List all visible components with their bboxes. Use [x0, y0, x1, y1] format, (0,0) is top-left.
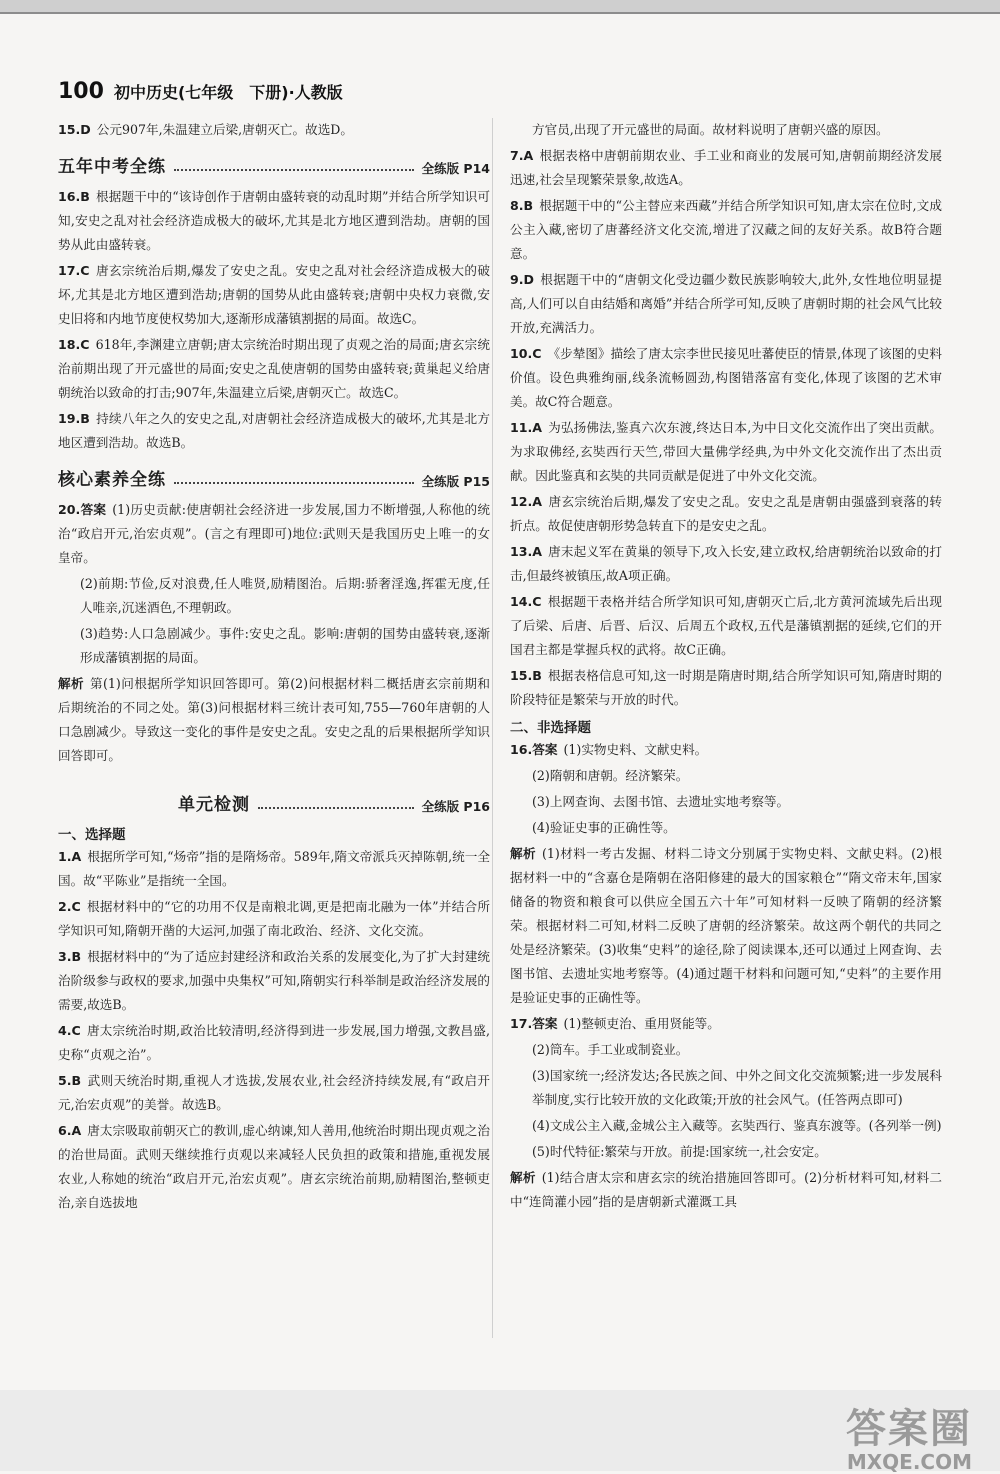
answer-item: 2.C 根据材料中的“它的功用不仅是南粮北调,更是把南北融为一体”并结合所学知识可知,隋朝开凿的大运河,加强了南北政治、经济、文化交流。 [58, 899, 490, 938]
answer-item: 7.A 根据表格中唐朝前期农业、手工业和商业的发展可知,唐朝前期经济发展迅速,社会呈现繁荣景象,故选A。 [510, 148, 942, 187]
answer-item: 5.B 武则天统治时期,重视人才选拔,发展农业,社会经济持续发展,有“政启开元,治宏贞观”的美誉。故选B。 [58, 1073, 490, 1112]
answer-item: 4.C 唐太宗统治时期,政治比较清明,经济得到进一步发展,国力增强,文教昌盛,史称“贞观之治”。 [58, 1023, 490, 1062]
right-column [510, 118, 942, 1216]
section-title: 核心素养全练 [58, 470, 166, 490]
column-divider [492, 118, 493, 1338]
section-header [58, 465, 490, 490]
analysis-text: 解析 (1)材料一考古发掘、材料二诗文分别属于实物史料、文献史料。(2)根据材料一中的“含嘉仓是隋朝在洛阳修建的最大的国家粮仓”“隋文帝末年,国家储备的物资和粮食可以供应全国五六十年”可知材料一反映了隋朝的经济繁荣。根据材料二可知,材料二反映了唐朝的经济繁荣。故这两个朝代的共同之处是经济繁荣。(3)收集“史料”的途径,除了阅读课本,还可以通过上网查询、去图书馆、去遗址实地考察等。(4)通过题干材料和问题可知,“史料”的主要作用是验证史事的正确性等。 [510, 846, 942, 1005]
dotted-leader [258, 807, 414, 809]
answer-item: 17.答案 (1)整顿吏治、重用贤能等。 [510, 1016, 720, 1031]
answer-part: (5)时代特征:繁荣与开放。前提:国家统一,社会安定。 [532, 1144, 827, 1159]
answer-item: 11.A 为弘扬佛法,鉴真六次东渡,终达日本,为中日文化交流作出了突出贡献。为求取佛经,玄奘西行天竺,带回大量佛学经典,为中外文化交流作出了杰出贡献。因此鉴真和玄奘的共同贡献是促进了中外文化交流。 [510, 420, 942, 483]
answer-item: 9.D 根据题干中的“唐朝文化受边疆少数民族影响较大,此外,女性地位明显提高,人们可以自由结婚和离婚”并结合所学可知,反映了唐朝时期的社会风气比较开放,充满活力。 [510, 272, 942, 335]
answer-item: 17.C 唐玄宗统治后期,爆发了安史之乱。安史之乱对社会经济造成极大的破坏,尤其是北方地区遭到浩劫;唐朝的国势从此由盛转衰;唐朝中央权力衰微,安史旧将和内地节度使权势加大,逐渐形成藩镇割据的局面。故选C。 [58, 263, 490, 326]
answer-item: 16.答案 (1)实物史料、文献史料。 [510, 742, 708, 757]
section-ref: 全练版 P14 [421, 161, 490, 176]
answer-item: 10.C 《步辇图》描绘了唐太宗李世民接见吐蕃使臣的情景,体现了该图的史料价值。设色典雅绚丽,线条流畅圆劲,构图错落富有变化,体现了该图的艺术审美。故C符合题意。 [510, 346, 942, 409]
answer-item: 6.A 唐太宗吸取前朝灭亡的教训,虚心纳谏,知人善用,他统治时期出现贞观之治的治世局面。武则天继续推行贞观以来减轻人民负担的政策和措施,重视发展农业,人称她的统治“政启开元,治宏贞观”。唐玄宗统治前期,励精图治,整顿吏治,亲自选拔地 [58, 1123, 490, 1210]
answer-part: (4)文成公主入藏,金城公主入藏等。玄奘西行、鉴真东渡等。(各列举一例) [532, 1118, 942, 1133]
subsection-heading: 一、选择题 [58, 827, 126, 843]
answer-part: (2)前期:节俭,反对浪费,任人唯贤,励精图治。后期:骄奢淫逸,挥霍无度,任人唯亲,沉迷酒色,不理朝政。 [80, 576, 490, 615]
left-column [58, 118, 490, 1217]
answer-item: 1.A 根据所学可知,“炀帝”指的是隋炀帝。589年,隋文帝派兵灭掉陈朝,统一全国。故“平陈业”是指统一全国。 [58, 849, 490, 888]
book-title: 初中历史(七年级 下册)·人教版 [113, 82, 343, 102]
watermark-logo [846, 1408, 972, 1474]
section-title: 五年中考全练 [58, 157, 166, 177]
answer-item: 18.C 618年,李渊建立唐朝;唐太宗统治时期出现了贞观之治的局面;唐玄宗统治前期出现了开元盛世的局面;安史之乱使唐朝的国势由盛转衰;黄巢起义给唐朝统治以致命的打击;907年,朱温建立后梁,唐朝灭亡。故选C。 [58, 337, 490, 400]
answer-item: 15.B 根据表格信息可知,这一时期是隋唐时期,结合所学知识可知,隋唐时期的阶段特征是繁荣与开放的时代。 [510, 668, 942, 707]
watermark-url: MXQE.COM [846, 1450, 972, 1474]
section-ref: 全练版 P16 [421, 799, 490, 814]
dotted-leader [174, 169, 414, 171]
subsection-heading: 二、非选择题 [510, 720, 591, 736]
answer-item: 19.B 持续八年之久的安史之乱,对唐朝社会经济造成极大的破坏,尤其是北方地区遭到浩劫。故选B。 [58, 411, 490, 450]
answer-part: (3)上网查询、去图书馆、去遗址实地考察等。 [532, 794, 790, 809]
page-header [58, 74, 343, 108]
watermark-text: 答案圈 [846, 1406, 972, 1452]
page-number: 100 [58, 78, 104, 104]
analysis-text: 解析 (1)结合唐太宗和唐玄宗的统治措施回答即可。(2)分析材料可知,材料二中“连筒灌小园”指的是唐朝新式灌溉工具 [510, 1170, 942, 1209]
answer-item: 14.C 根据题干表格并结合所学知识可知,唐朝灭亡后,北方黄河流域先后出现了后梁、后唐、后晋、后汉、后周五个政权,五代是藩镇割据的延续,它们的开国君主都是掌握兵权的武将。故C正确。 [510, 594, 942, 657]
section-title: 单元检测 [178, 795, 250, 815]
answer-part: (3)国家统一;经济发达;各民族之间、中外之间文化交流频繁;进一步发展科举制度,实行比较开放的文化政策;开放的社会风气。(任答两点即可) [532, 1068, 942, 1107]
answer-part: (4)验证史事的正确性等。 [532, 820, 676, 835]
answer-item: 8.B 根据题干中的“公主替应来西藏”并结合所学知识可知,唐太宗在位时,文成公主入藏,密切了唐蕃经济文化交流,增进了汉藏之间的友好关系。故B符合题意。 [510, 198, 942, 261]
section-header [58, 790, 490, 815]
answer-item: 20.答案 (1)历史贡献:使唐朝社会经济进一步发展,国力不断增强,人称他的统治“政启开元,治宏贞观”。(言之有理即可)地位:武则天是我国历史上唯一的女皇帝。 [58, 502, 490, 565]
answer-item: 15.D 公元907年,朱温建立后梁,唐朝灭亡。故选D。 [58, 122, 354, 137]
answer-part: (2)隋朝和唐朝。经济繁荣。 [532, 768, 689, 783]
answer-item: 16.B 根据题干中的“该诗创作于唐朝由盛转衰的动乱时期”并结合所学知识可知,安史之乱对社会经济造成极大的破坏,尤其是北方地区遭到浩劫。唐朝的国势从此由盛转衰。 [58, 189, 490, 252]
answer-item: 方官员,出现了开元盛世的局面。故材料说明了唐朝兴盛的原因。 [532, 122, 889, 137]
dotted-leader [174, 482, 414, 484]
analysis-text: 解析 第(1)问根据所学知识回答即可。第(2)问根据材料二概括唐玄宗前期和后期统治的不同之处。第(3)问根据材料三统计表可知,755—760年唐朝的人口急剧减少。导致这一变化的事件是安史之乱。安史之乱的后果根据所学知识回答即可。 [58, 676, 490, 763]
page-top-edge [0, 0, 1000, 14]
answer-item: 3.B 根据材料中的“为了适应封建经济和政治关系的发展变化,为了扩大封建统治阶级参与政权的要求,加强中央集权”可知,隋朝实行科举制是政治经济发展的需要,故选B。 [58, 949, 490, 1012]
answer-part: (3)趋势:人口急剧减少。事件:安史之乱。影响:唐朝的国势由盛转衰,逐渐形成藩镇割据的局面。 [80, 626, 490, 665]
answer-item: 13.A 唐末起义军在黄巢的领导下,攻入长安,建立政权,给唐朝统治以致命的打击,但最终被镇压,故A项正确。 [510, 544, 942, 583]
section-header [58, 152, 490, 177]
answer-item: 12.A 唐玄宗统治后期,爆发了安史之乱。安史之乱是唐朝由强盛到衰落的转折点。故促使唐朝形势急转直下的是安史之乱。 [510, 494, 942, 533]
answer-part: (2)筒车。手工业或制瓷业。 [532, 1042, 689, 1057]
section-ref: 全练版 P15 [421, 474, 490, 489]
